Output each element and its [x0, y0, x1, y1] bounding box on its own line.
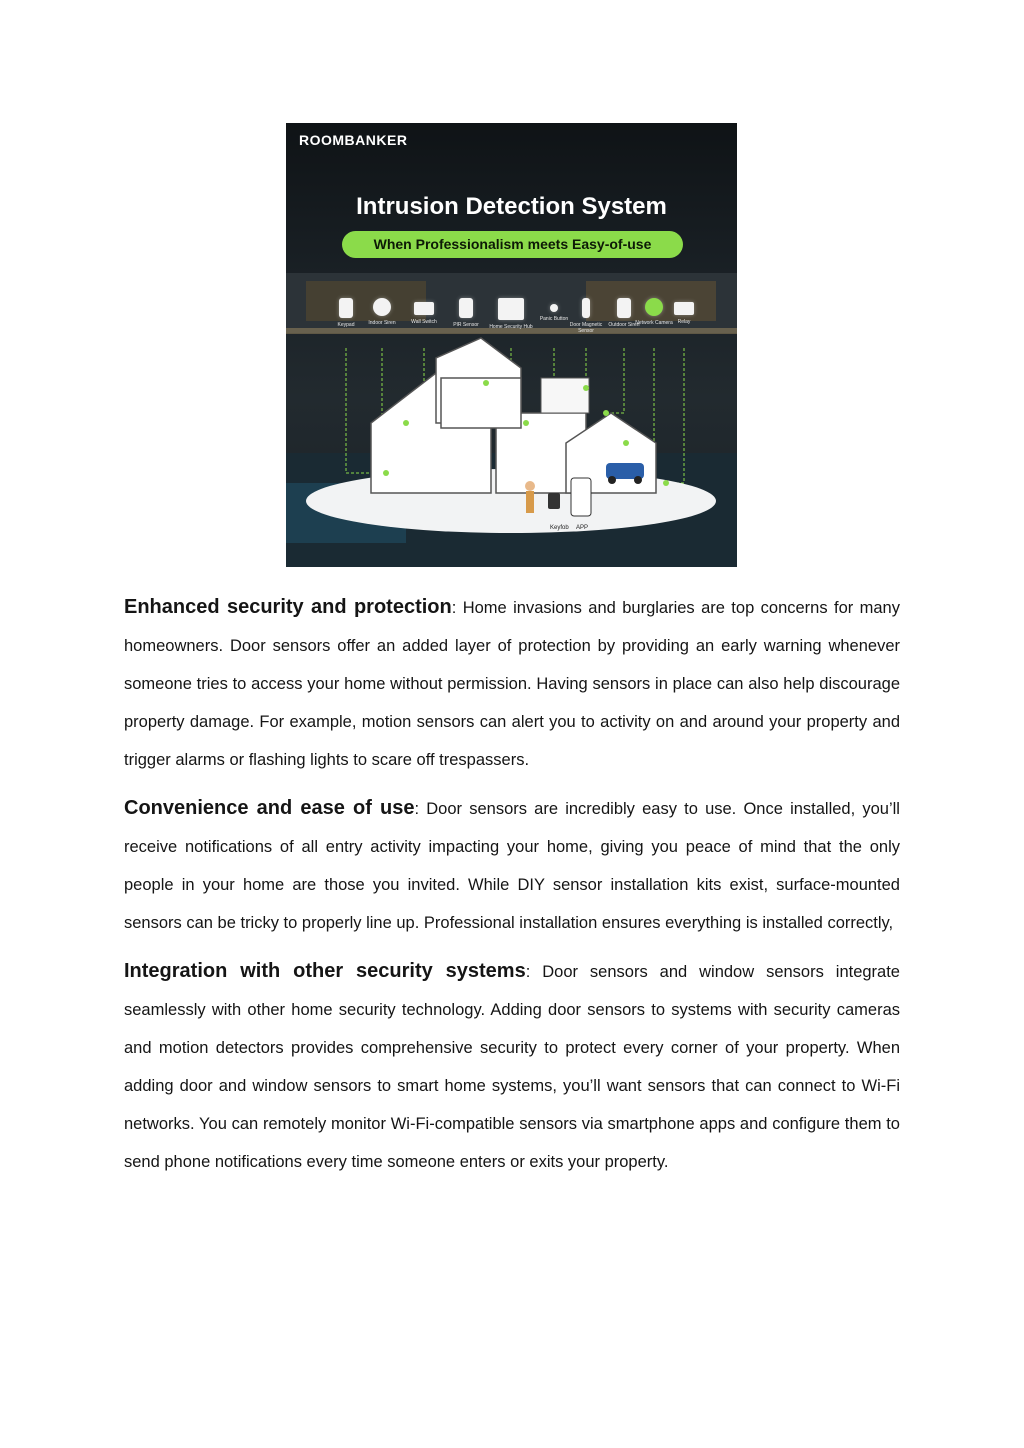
device-keypad: Keypad	[322, 298, 370, 328]
outdoor-siren-icon	[617, 298, 631, 318]
panic-button-icon	[550, 304, 558, 312]
device-relay: Relay	[660, 298, 708, 325]
device-security-hub: Home Security Hub	[487, 298, 535, 330]
app-label: APP	[576, 525, 589, 531]
section-convenience	[124, 789, 900, 942]
article-body	[124, 588, 900, 1191]
wall-switch-icon	[414, 302, 434, 315]
brand-logo: ROOMBANKER	[299, 132, 408, 148]
hero-image	[286, 123, 737, 567]
hero-subtitle-badge: When Professionalism meets Easy-of-use	[342, 231, 683, 258]
keypad-icon	[339, 298, 353, 318]
device-network-camera: Network Camera	[630, 298, 678, 326]
device-pir-sensor: PIR Sensor	[442, 298, 490, 328]
relay-icon	[674, 302, 694, 315]
section-text: : Door sensors and window sensors integrate seamlessly with other home security technology. Adding door sensors to systems with security cameras and motion detectors provides comprehensive security to protect every corner of your property. When adding door and window sensors to smart home systems, you’ll want sensors that can connect to Wi-Fi networks. You can remotely monitor Wi-Fi-compatible sensors via smartphone apps and configure them to send phone notifications every time someone enters or exits your property.	[124, 963, 900, 1171]
hero-title: Intrusion Detection System	[356, 193, 667, 220]
section-text: : Home invasions and burglaries are top concerns for many homeowners. Door sensors offer an added layer of protection by providing an early warning whenever someone tries to access your home without permission. Having sensors in place can also help discourage property damage. For example, motion sensors can alert you to activity on and around your property and trigger alarms or flashing lights to scare off trespassers.	[124, 599, 900, 769]
hub-icon	[498, 298, 524, 320]
device-door-sensor: Door Magnetic Sensor	[562, 298, 610, 334]
device-wall-switch: Wall Switch	[400, 298, 448, 325]
keyfob-label: Keyfob	[550, 525, 569, 531]
section-heading: Convenience and ease of use	[124, 797, 415, 819]
device-panic-button: Panic Button	[530, 298, 578, 322]
section-heading: Enhanced security and protection	[124, 596, 452, 618]
door-sensor-icon	[582, 298, 590, 318]
house-illustration	[286, 123, 737, 567]
section-heading: Integration with other security systems	[124, 960, 526, 982]
pir-sensor-icon	[459, 298, 473, 318]
siren-icon	[373, 298, 391, 316]
device-outdoor-siren: Outdoor Siren	[600, 298, 648, 328]
section-text: : Door sensors are incredibly easy to use. Once installed, you’ll receive notifications of all entry activity impacting your home, giving you peace of mind that the only people in your home are those you invited. While DIY sensor installation kits exist, surface-mounted sensors can be tricky to properly line up. Professional installation ensures everything is installed correctly,	[124, 800, 900, 932]
section-security	[124, 588, 900, 779]
device-indoor-siren: Indoor Siren	[358, 298, 406, 326]
section-integration	[124, 952, 900, 1181]
